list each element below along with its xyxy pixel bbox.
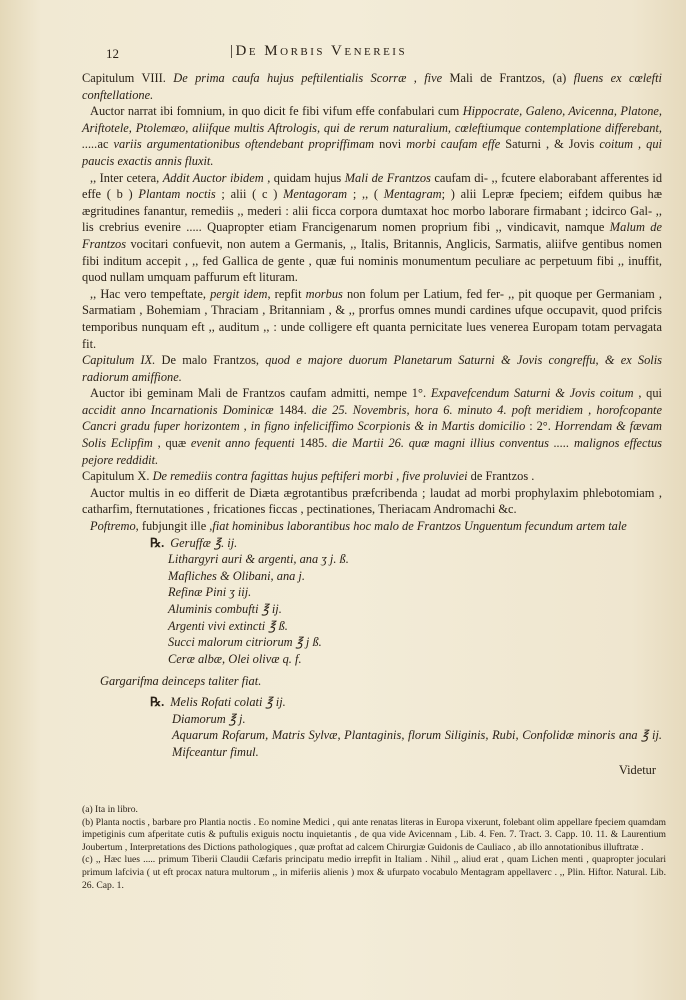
chapter-9-summary: Auctor ibi geminam Mali de Frantzos caufam admitti, nempe 1°. Expavefcendum Saturni & Jovis coitum , qui accidit anno Incarnationis Dominicæ 1484. die 25. Novembris, hora 6. minuto 4. poft meridiem , horofcopante Cancri gradu fuper horizontem , in figno infeliciffimo Scorpionis & in Martis domicilio : 2°. Horrendam & fævam Solis Eclipfim , quæ evenit anno fequenti 1485. die Martii 26. quæ magni illius conventus ..... malignos effectus pejore reddidit. (82, 386, 663, 467)
chapter-8-heading: Capitulum VIII. De prima caufa hujus peftilentialis Scorræ , five Mali de Frantzos, (a) fluens ex cœlefti conftellatione. (82, 71, 662, 102)
quotation-1: ,, Inter cetera, Addit Auctor ibidem , quidam hujus Mali de Frantzos caufam di- ,, fcutere elaborabant afferentes id effe ( b ) Plantam noctis ; alii ( c ) Mentagoram ; ,, ( Mentagram; ) alii Lepræ fpeciem; eifdem quibus hæ ægritudines fanantur, remediis ,, mederi : alii ficca corpora dumtaxat hoc morbo laborare firmabant ; idcirco Gal- ,, lis crebrius evenire ..... Quapropter etiam Francigenarum nomen proprium fibi ,, vindicavit, namque Malum de Frantzos vocitari confuevit, non autem a Germanis, ,, Italis, Britannis, Anglicis, Sarmatis, aliifve gentibus nomen fibi inditum accepit , ,, fed Gallica de gente , quæ fui nominis monumentum peculiare ac perpetuum fibi ,, inuffit, quod nullam umquam paffurum eft lituram. (82, 170, 663, 285)
recipe-gargarism (150, 694, 662, 760)
recipe-line: Refinæ Pini ʒ iij. (168, 585, 252, 600)
main-text (82, 70, 662, 779)
chapter-8-summary: Auctor narrat ibi fomnium, in quo dicit fe fibi vifum effe confabulari cum Hippocrate, Galeno, Avicenna, Platone, Ariftotele, Ptolemæo, aliifque multis Aftrologis, qui de rerum naturalium, cœleftiumque contemplatione differebant, .....ac variis argumentationibus oftendebant propriffimam novi morbi caufam effe Saturni , & Jovis coitum , qui paucis exactis annis fluxit. (82, 104, 663, 168)
gargarism-heading: Gargarifma deinceps taliter fiat. (100, 674, 262, 689)
chapter-9-heading: Capitulum IX. De malo Frantzos, quod e majore duorum Planetarum Saturni & Jovis congreffu, & ex Solis radiorum amiffione. (82, 353, 663, 384)
footnote-c: (c) ,, Hæc lues ..... primum Tiberii Claudii Cæfaris principatu medio irrepfit in Italiam . Nihil ,, aliud erat , quam Lichen menti , quapropter joculari primum lafcivia ( ut eft procax natura multorum ,, in miferiis alienis ) mox & ufurpato vocabulo Mentagram appellaverc . ,, Plin. Hiftor. Natural. Lib. 26. Cap. 1. (82, 854, 666, 891)
recipe-line: Aluminis combufti ℥ ij. (168, 602, 282, 616)
recipe-line: Succi malorum citriorum ℥ j ß. (168, 635, 322, 650)
running-title: |De Morbis Venereis (230, 43, 408, 59)
footnotes (82, 804, 666, 892)
recipe-line: ℞. Geruffæ ℥. ij. (150, 535, 238, 550)
footnote-b: (b) Planta noctis , barbare pro Plantia noctis . Eo nomine Medici , qui ante renatas literas in Europa vixerunt, folebant olim appellare fpeciem quamdam impetiginis cum afperitate cutis & puftulis exiguis noctu inquietantis , de qua vide Avicennam , Lib. 4. Fen. 7. Tract. 3. Capp. 10. 11. & Laurentium Joubertum , Interpretations des Dictions pathologiques , quæ proftat ad calcem Chirurgiæ Guidonis de Cauliaco , ab illo annotationibus illuftratæ . (82, 816, 666, 853)
recipe-line: Diamorum ℥ j. (172, 711, 246, 726)
page-header (0, 43, 686, 68)
footnote-a: (a) Ita in libro. (82, 804, 138, 815)
recipe-line: Ceræ albæ, Olei olivæ q. f. (168, 651, 302, 666)
recipe-line: Mafliches & Olibani, ana j. (168, 568, 305, 583)
recipe-unguent (150, 535, 662, 668)
unguent-intro: Poftremo, fubjungit ille ,fiat hominibus laborantibus hoc malo de Frantzos Unguentum fecundum artem tale (90, 519, 627, 534)
recipe-symbol: ℞. (150, 694, 165, 709)
catchword: Videtur (618, 763, 656, 778)
chapter-10-summary: Auctor multis in eo differit de Diæta ægrotantibus præfcribenda ; laudat ad morbi prophylaxim phlebotomiam , catharfim, fternutationes , fricationes ficcas , pectinationes, Theriacam Andromachi &c. (82, 485, 662, 517)
recipe-line: ℞. Melis Rofati colati ℥ ij. (150, 694, 286, 709)
recipe-line: Argenti vivi extincti ℥ ß. (168, 618, 288, 633)
recipe-line: Aquarum Rofarum, Matris Sylvæ, Plantaginis, florum Siliginis, Rubi, Confolidæ minoris ana ℥ ij. Mifceantur fimul. (172, 728, 662, 759)
recipe-line: Lithargyri auri & argenti, ana ʒ j. ß. (168, 552, 349, 567)
recipe-symbol: ℞. (150, 535, 165, 550)
page-number: 12 (106, 46, 119, 61)
quotation-2: ,, Hac vero tempeftate, pergit idem, repfit morbus non folum per Latium, fed fer- ,, pit quoque per Germaniam , Sarmatiam , Bohemiam , Thraciam , Britanniam , & ,, prorfus omnes mundi cardines ufque occupavit, quod prifcis temporibus nunquam eft ,, auditum ,, : unde colligere eft quanta pernicitate lues venerea Europam totam pervagata fit. (82, 286, 662, 351)
chapter-10-heading: Capitulum X. De remediis contra fagittas hujus peftiferi morbi , five proluviei de Frantzos . (82, 469, 535, 484)
